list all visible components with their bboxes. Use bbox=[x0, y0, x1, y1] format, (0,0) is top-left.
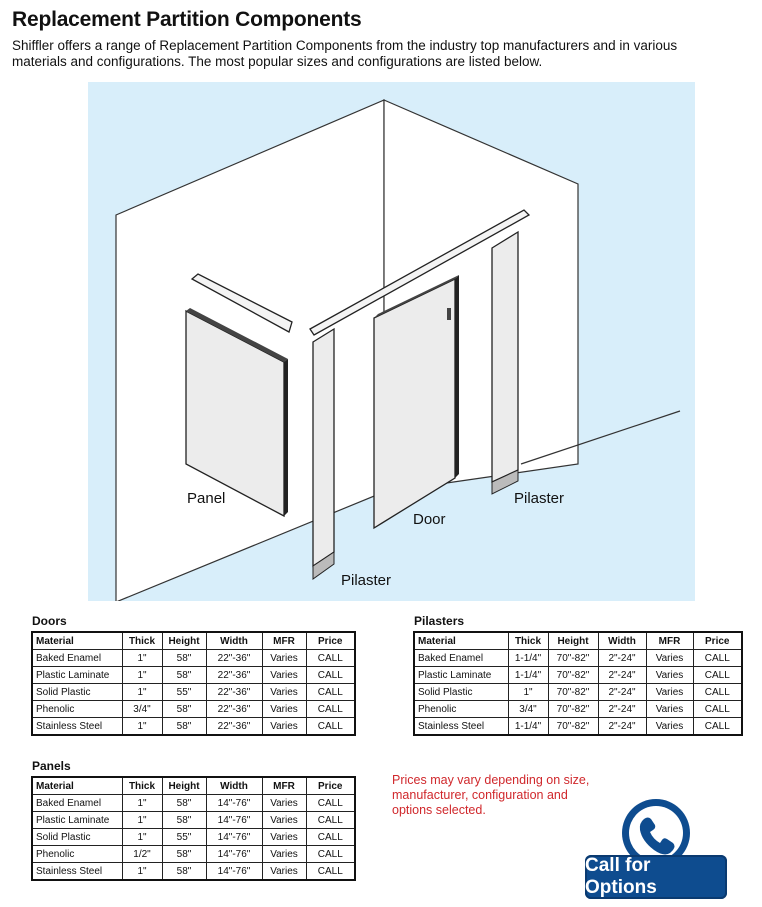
right-pilaster bbox=[492, 232, 518, 482]
table-cell: Varies bbox=[262, 829, 306, 846]
table-cell: Solid Plastic bbox=[32, 684, 122, 701]
table-row bbox=[414, 718, 742, 736]
column-header: Height bbox=[548, 632, 598, 650]
table-cell: Baked Enamel bbox=[32, 650, 122, 667]
table-cell: Varies bbox=[262, 684, 306, 701]
table-cell: 22"-36" bbox=[206, 684, 262, 701]
doors-title: Doors bbox=[32, 614, 67, 628]
table-cell: CALL bbox=[306, 701, 355, 718]
table-cell: 1" bbox=[122, 829, 162, 846]
table-cell: Varies bbox=[262, 812, 306, 829]
column-header: Material bbox=[32, 777, 122, 795]
table-row bbox=[32, 718, 355, 736]
column-header: Thick bbox=[508, 632, 548, 650]
table-cell: 58" bbox=[162, 846, 206, 863]
table-cell: 22"-36" bbox=[206, 667, 262, 684]
table-cell: 58" bbox=[162, 795, 206, 812]
table-cell: 58" bbox=[162, 718, 206, 736]
column-header: Price bbox=[306, 777, 355, 795]
table-cell: 22"-36" bbox=[206, 718, 262, 736]
column-header: Thick bbox=[122, 632, 162, 650]
table-row bbox=[32, 795, 355, 812]
table-cell: CALL bbox=[693, 701, 742, 718]
table-row bbox=[32, 684, 355, 701]
table-cell: 1" bbox=[122, 684, 162, 701]
table-cell: 14"-76" bbox=[206, 829, 262, 846]
table-header-row bbox=[32, 777, 355, 795]
door-label: Door bbox=[413, 511, 446, 528]
column-header: Price bbox=[306, 632, 355, 650]
table-cell: 2"-24" bbox=[598, 650, 646, 667]
pilaster-label-right: Pilaster bbox=[514, 490, 565, 507]
panel-label: Panel bbox=[187, 490, 226, 507]
table-cell: CALL bbox=[306, 718, 355, 736]
table-cell: 1/2" bbox=[122, 846, 162, 863]
table-cell: 70"-82" bbox=[548, 718, 598, 736]
table-cell: CALL bbox=[306, 829, 355, 846]
doors-table bbox=[31, 631, 356, 736]
table-cell: CALL bbox=[306, 863, 355, 881]
table-row bbox=[414, 701, 742, 718]
table-cell: 55" bbox=[162, 829, 206, 846]
column-header: Width bbox=[206, 777, 262, 795]
column-header: MFR bbox=[646, 632, 693, 650]
table-cell: Varies bbox=[262, 701, 306, 718]
pilaster-label-left: Pilaster bbox=[341, 572, 392, 589]
door-latch bbox=[447, 308, 451, 320]
table-row bbox=[32, 812, 355, 829]
table-cell: Solid Plastic bbox=[32, 829, 122, 846]
table-cell: Varies bbox=[646, 718, 693, 736]
table-row bbox=[414, 684, 742, 701]
table-cell: Varies bbox=[262, 718, 306, 736]
partition-illustration bbox=[88, 82, 695, 601]
call-for-options[interactable] bbox=[582, 797, 730, 905]
table-cell: 1" bbox=[122, 650, 162, 667]
table-row bbox=[32, 829, 355, 846]
table-cell: CALL bbox=[306, 795, 355, 812]
table-cell: 58" bbox=[162, 667, 206, 684]
table-cell: 1" bbox=[122, 863, 162, 881]
table-cell: 1" bbox=[122, 667, 162, 684]
table-cell: Varies bbox=[262, 846, 306, 863]
table-cell: Varies bbox=[646, 684, 693, 701]
column-header: Width bbox=[206, 632, 262, 650]
panel-side bbox=[284, 359, 288, 516]
column-header: Height bbox=[162, 632, 206, 650]
table-cell: CALL bbox=[306, 684, 355, 701]
table-cell: Stainless Steel bbox=[32, 718, 122, 736]
table-cell: Solid Plastic bbox=[414, 684, 508, 701]
table-cell: 14"-76" bbox=[206, 863, 262, 881]
table-cell: Baked Enamel bbox=[32, 795, 122, 812]
table-cell: CALL bbox=[693, 684, 742, 701]
column-header: Height bbox=[162, 777, 206, 795]
table-cell: 3/4" bbox=[122, 701, 162, 718]
table-cell: Plastic Laminate bbox=[32, 667, 122, 684]
column-header: Material bbox=[414, 632, 508, 650]
table-cell: 1-1/4" bbox=[508, 667, 548, 684]
table-cell: 1-1/4" bbox=[508, 718, 548, 736]
table-row bbox=[32, 846, 355, 863]
table-cell: Plastic Laminate bbox=[32, 812, 122, 829]
door-shape bbox=[374, 279, 455, 528]
table-cell: 70"-82" bbox=[548, 684, 598, 701]
column-header: Width bbox=[598, 632, 646, 650]
table-row bbox=[32, 650, 355, 667]
left-pilaster bbox=[313, 329, 334, 566]
table-cell: 14"-76" bbox=[206, 812, 262, 829]
column-header: Material bbox=[32, 632, 122, 650]
table-cell: Baked Enamel bbox=[414, 650, 508, 667]
pilasters-title: Pilasters bbox=[414, 614, 465, 628]
door-side bbox=[455, 275, 459, 478]
table-header-row bbox=[32, 632, 355, 650]
table-cell: Varies bbox=[262, 667, 306, 684]
table-cell: 1" bbox=[122, 812, 162, 829]
partition-diagram bbox=[88, 82, 695, 601]
table-row bbox=[414, 650, 742, 667]
intro-text: Shiffler offers a range of Replacement Partition Components from the industry top manufacturers and in various materials and configurations. The most popular sizes and configurations are listed below. bbox=[12, 38, 678, 69]
table-cell: 22"-36" bbox=[206, 701, 262, 718]
table-cell: CALL bbox=[306, 650, 355, 667]
table-row bbox=[414, 667, 742, 684]
table-cell: 1" bbox=[508, 684, 548, 701]
table-cell: Varies bbox=[646, 667, 693, 684]
table-header-row bbox=[414, 632, 742, 650]
table-cell: 58" bbox=[162, 650, 206, 667]
table-cell: Stainless Steel bbox=[32, 863, 122, 881]
call-for-options-button[interactable]: Call for Options bbox=[585, 855, 727, 899]
table-cell: 2"-24" bbox=[598, 684, 646, 701]
table-cell: Stainless Steel bbox=[414, 718, 508, 736]
table-cell: 1" bbox=[122, 718, 162, 736]
table-cell: 14"-76" bbox=[206, 846, 262, 863]
panels-title: Panels bbox=[32, 759, 71, 773]
table-cell: CALL bbox=[306, 812, 355, 829]
column-header: MFR bbox=[262, 777, 306, 795]
table-cell: Plastic Laminate bbox=[414, 667, 508, 684]
table-cell: Phenolic bbox=[32, 846, 122, 863]
table-row bbox=[32, 701, 355, 718]
table-cell: 1" bbox=[122, 795, 162, 812]
table-cell: 70"-82" bbox=[548, 701, 598, 718]
table-cell: 70"-82" bbox=[548, 650, 598, 667]
table-cell: 2"-24" bbox=[598, 718, 646, 736]
table-cell: Varies bbox=[262, 795, 306, 812]
table-cell: CALL bbox=[693, 650, 742, 667]
table-cell: 70"-82" bbox=[548, 667, 598, 684]
table-cell: Varies bbox=[646, 650, 693, 667]
table-row bbox=[32, 863, 355, 881]
table-cell: Phenolic bbox=[32, 701, 122, 718]
column-header: MFR bbox=[262, 632, 306, 650]
table-cell: 22"-36" bbox=[206, 650, 262, 667]
table-cell: CALL bbox=[306, 846, 355, 863]
column-header: Price bbox=[693, 632, 742, 650]
table-cell: Varies bbox=[262, 650, 306, 667]
table-cell: 58" bbox=[162, 863, 206, 881]
panels-table bbox=[31, 776, 356, 881]
table-row bbox=[32, 667, 355, 684]
table-cell: CALL bbox=[306, 667, 355, 684]
table-cell: 58" bbox=[162, 701, 206, 718]
table-cell: CALL bbox=[693, 667, 742, 684]
table-cell: Varies bbox=[646, 701, 693, 718]
table-cell: 3/4" bbox=[508, 701, 548, 718]
table-cell: Varies bbox=[262, 863, 306, 881]
column-header: Thick bbox=[122, 777, 162, 795]
table-cell: 2"-24" bbox=[598, 667, 646, 684]
table-cell: Phenolic bbox=[414, 701, 508, 718]
table-cell: 58" bbox=[162, 812, 206, 829]
table-cell: 14"-76" bbox=[206, 795, 262, 812]
table-cell: 55" bbox=[162, 684, 206, 701]
table-cell: 1-1/4" bbox=[508, 650, 548, 667]
pilasters-table bbox=[413, 631, 743, 736]
page-title: Replacement Partition Components bbox=[12, 8, 362, 31]
table-cell: 2"-24" bbox=[598, 701, 646, 718]
price-note: Prices may vary depending on size, manufacturer, configuration and options selected. bbox=[392, 773, 590, 817]
table-cell: CALL bbox=[693, 718, 742, 736]
